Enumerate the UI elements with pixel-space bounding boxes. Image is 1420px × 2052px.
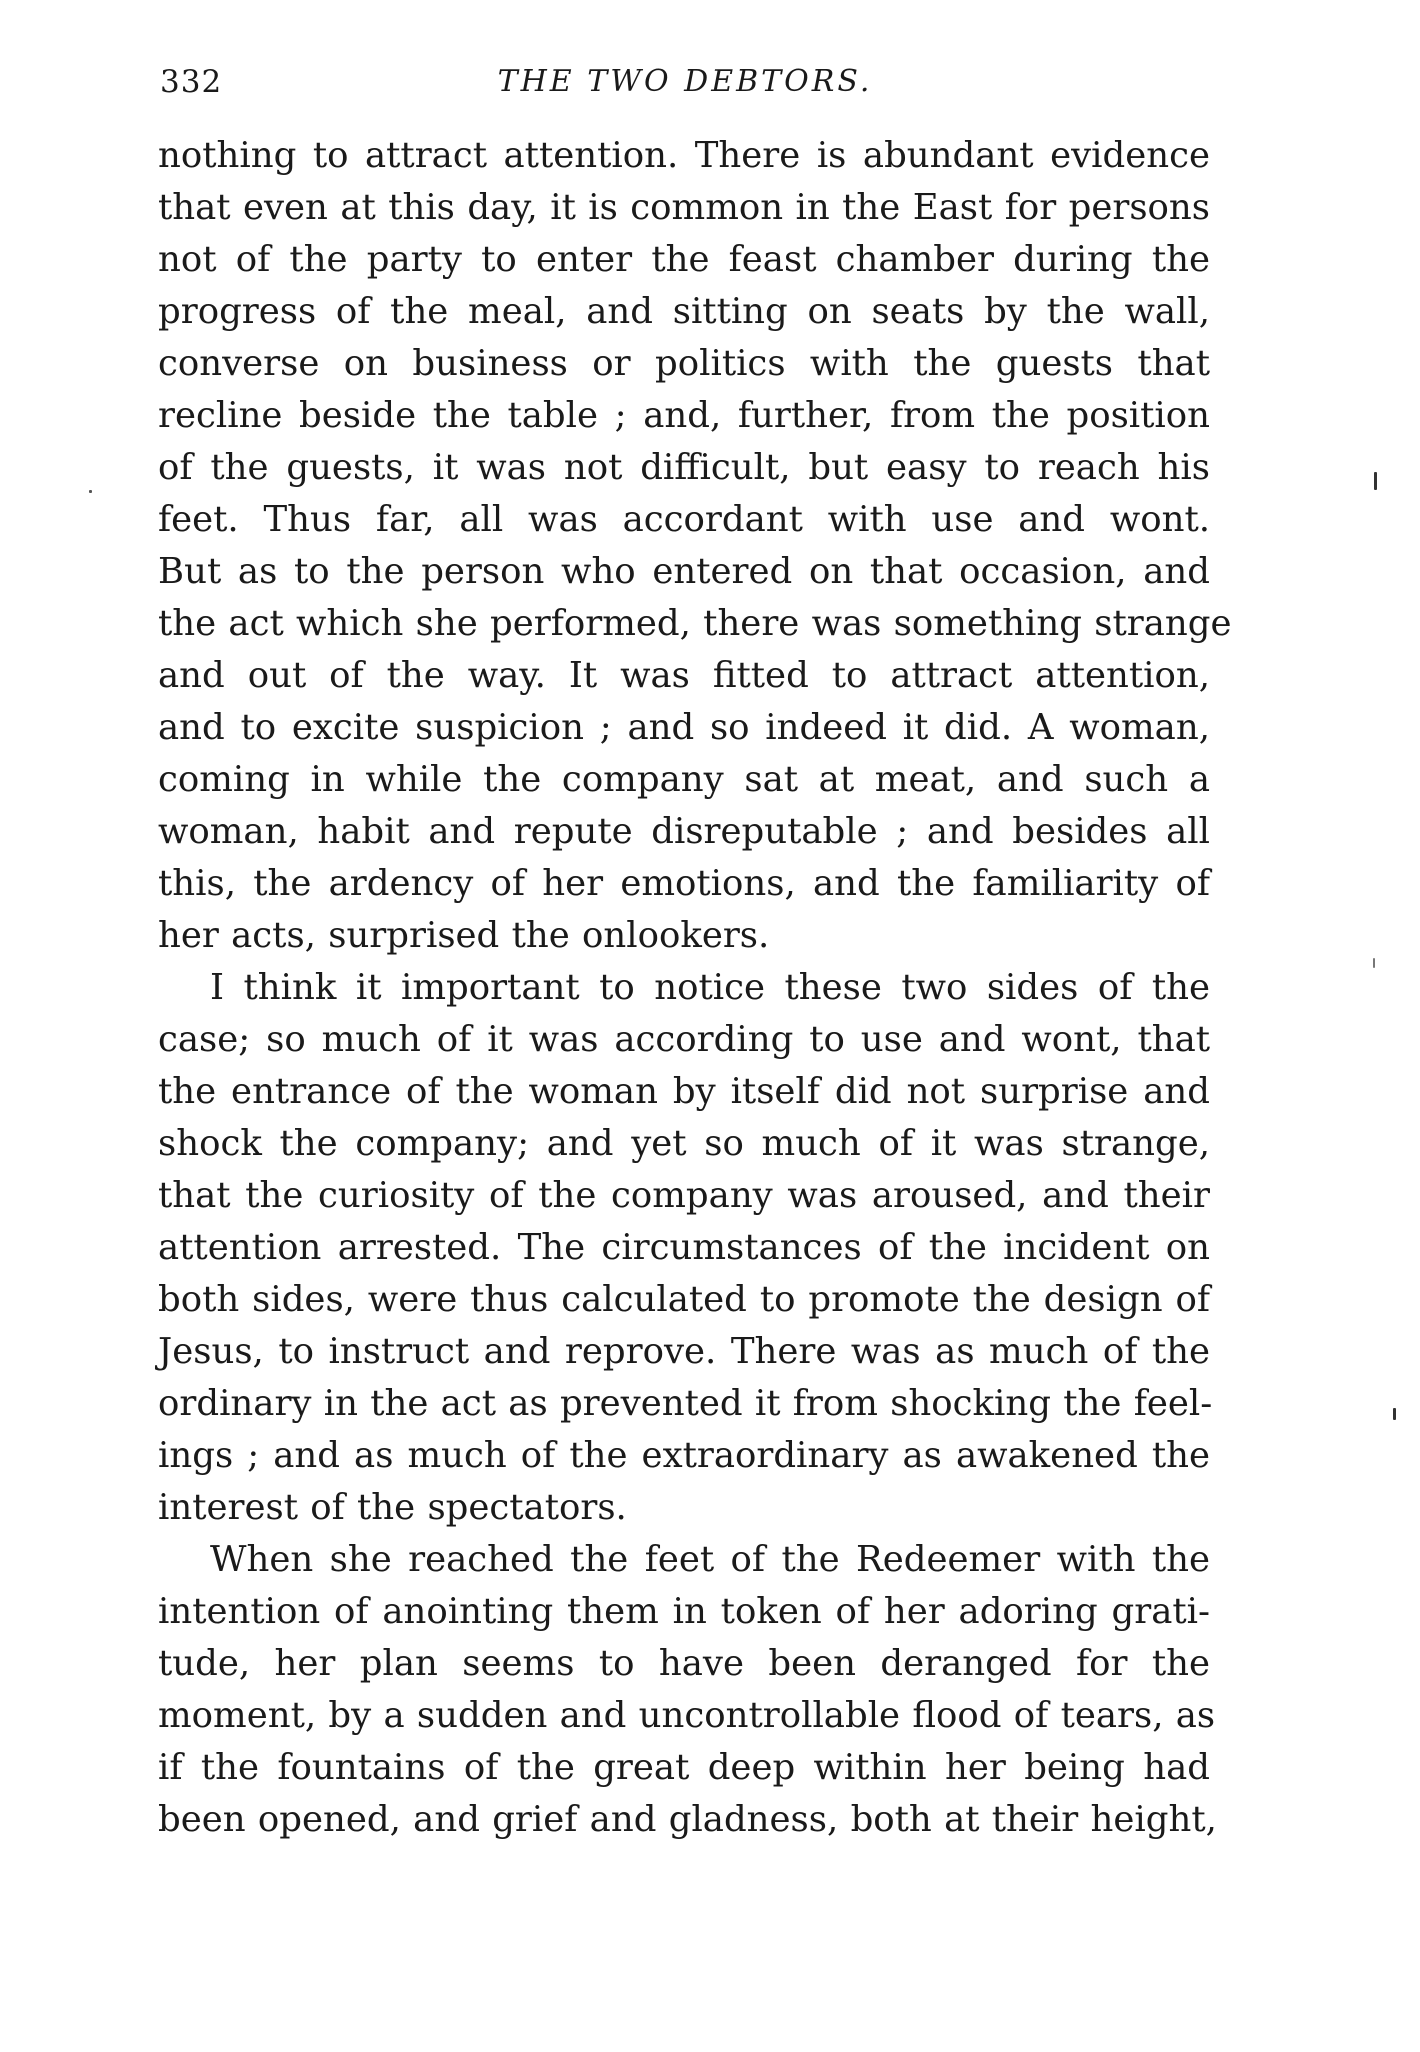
text-line: case; so much of it was according to use and wont, that [158,1019,1210,1060]
text-line: attention arrested. The circumstances of the incident on [158,1227,1210,1268]
text-line: moment, by a sudden and uncontrollable flood of tears, as [158,1695,1216,1736]
print-speck [1374,472,1377,490]
text-line: tude, her plan seems to have been deranged for the [158,1643,1210,1684]
print-speck [1373,958,1375,968]
body-text [158,130,1232,1846]
text-line: if the fountains of the great deep within her being had [158,1747,1210,1788]
page-header [160,64,1210,104]
running-title: THE TWO DEBTORS. [497,64,873,99]
text-line: of the guests, it was not difficult, but easy to reach his [158,447,1210,488]
text-line: that the curiosity of the company was aroused, and their [158,1175,1210,1216]
text-line: ings ; and as much of the extraordinary as awakened the [158,1435,1210,1476]
text-line: coming in while the company sat at meat, and such a [158,759,1210,800]
text-line: that even at this day, it is common in the East for persons [158,187,1210,228]
text-line: and to excite suspicion ; and so indeed it did. A woman, [158,707,1210,748]
text-line: Jesus, to instruct and reprove. There was as much of the [158,1331,1210,1372]
text-line: When she reached the feet of the Redeemer with the [210,1539,1210,1580]
text-line: I think it important to notice these two sides of the [210,967,1210,1008]
text-line: interest of the spectators. [158,1487,627,1528]
print-speck [1393,1408,1396,1420]
text-line: intention of anointing them in token of her adoring grati- [158,1591,1210,1632]
text-line: But as to the person who entered on that occasion, and [158,551,1210,592]
text-line: woman, habit and repute disreputable ; and besides all [158,811,1210,852]
text-line: this, the ardency of her emotions, and the familiarity of [158,863,1210,904]
paragraph [158,130,1232,962]
text-line: not of the party to enter the feast chamber during the [158,239,1210,280]
text-line: progress of the meal, and sitting on seats by the wall, [158,291,1210,332]
text-line: recline beside the table ; and, further, from the position [158,395,1210,436]
text-line: her acts, surprised the onlookers. [158,915,770,956]
paragraph [158,1534,1217,1846]
text-line: both sides, were thus calculated to promote the design of [158,1279,1210,1320]
text-line: and out of the way. It was fitted to attract attention, [158,655,1210,696]
page-number: 332 [160,64,223,100]
paragraph [158,962,1213,1534]
text-line: converse on business or politics with the guests that [158,343,1210,384]
text-line: been opened, and grief and gladness, both at their height, [158,1799,1217,1840]
text-line: shock the company; and yet so much of it was strange, [158,1123,1210,1164]
text-line: the act which she performed, there was something strange [158,603,1232,644]
text-line: feet. Thus far, all was accordant with use and wont. [158,499,1210,540]
print-speck [89,490,92,493]
text-line: nothing to attract attention. There is abundant evidence [158,135,1210,176]
text-line: the entrance of the woman by itself did not surprise and [158,1071,1210,1112]
text-line: ordinary in the act as prevented it from shocking the feel- [158,1383,1213,1424]
